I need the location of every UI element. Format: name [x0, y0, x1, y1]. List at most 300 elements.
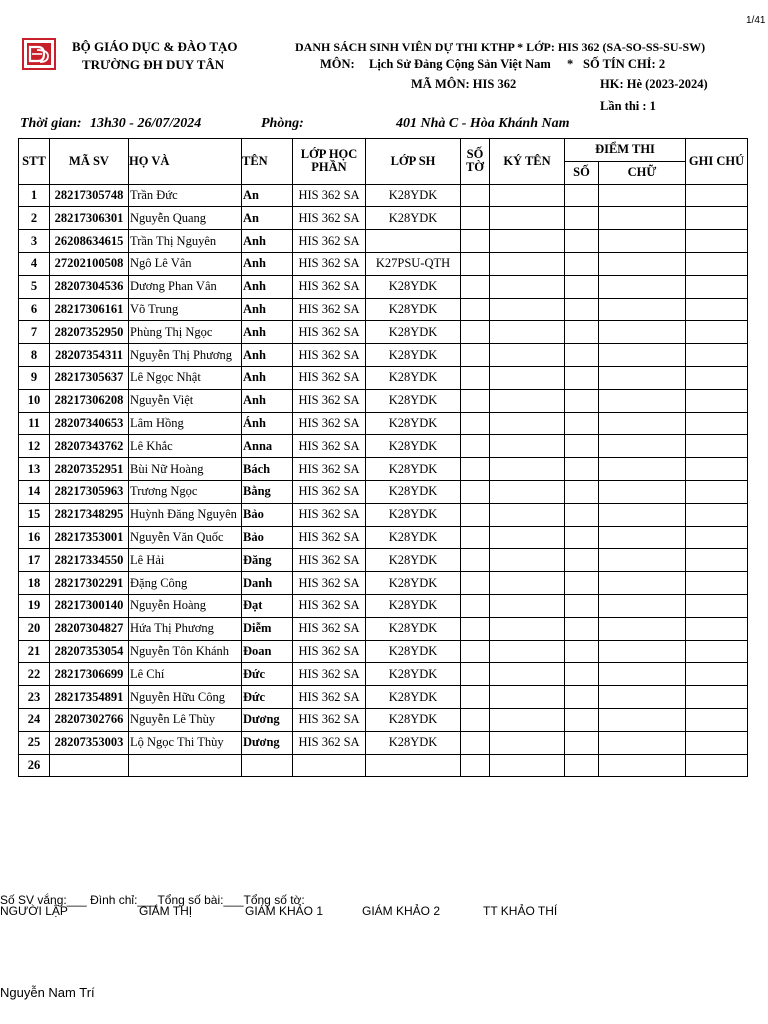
score-number-cell — [565, 344, 599, 367]
score-number-cell — [565, 366, 599, 389]
score-words-cell — [599, 503, 686, 526]
header-last-name: HỌ VÀ — [129, 139, 242, 185]
header-note: GHI CHÚ — [686, 139, 748, 185]
sheet-count-cell — [461, 754, 490, 777]
student-id: 28207352950 — [50, 321, 129, 344]
row-number: 24 — [19, 708, 50, 731]
last-name: Huỳnh Đăng Nguyên — [129, 503, 242, 526]
course-class: HIS 362 SA — [293, 503, 366, 526]
score-words-cell — [599, 686, 686, 709]
course-class: HIS 362 SA — [293, 252, 366, 275]
note-cell — [686, 754, 748, 777]
sheet-count-cell — [461, 366, 490, 389]
signature-cell — [490, 754, 565, 777]
first-name: Anh — [242, 230, 293, 253]
signature-cell — [490, 344, 565, 367]
home-class: K28YDK — [366, 412, 461, 435]
row-number: 19 — [19, 594, 50, 617]
signature-cell — [490, 640, 565, 663]
signature-cell — [490, 503, 565, 526]
home-class: K28YDK — [366, 275, 461, 298]
row-number: 17 — [19, 549, 50, 572]
row-number: 13 — [19, 458, 50, 481]
table-row — [19, 754, 748, 777]
score-number-cell — [565, 412, 599, 435]
note-cell — [686, 480, 748, 503]
score-number-cell — [565, 184, 599, 207]
table-row — [19, 275, 748, 298]
note-cell — [686, 458, 748, 481]
sheet-count-cell — [461, 184, 490, 207]
score-words-cell — [599, 298, 686, 321]
student-id: 28207340653 — [50, 412, 129, 435]
home-class: K27PSU-QTH — [366, 252, 461, 275]
home-class: K28YDK — [366, 594, 461, 617]
note-cell — [686, 549, 748, 572]
row-number: 15 — [19, 503, 50, 526]
course-class: HIS 362 SA — [293, 526, 366, 549]
signature-cell — [490, 298, 565, 321]
sheet-count-cell — [461, 549, 490, 572]
note-cell — [686, 686, 748, 709]
course-class: HIS 362 SA — [293, 298, 366, 321]
first-name: Bằng — [242, 480, 293, 503]
header-home-class: LỚP SH — [366, 139, 461, 185]
signature-cell — [490, 480, 565, 503]
home-class: K28YDK — [366, 298, 461, 321]
home-class: K28YDK — [366, 184, 461, 207]
last-name: Nguyễn Lê Thùy — [129, 708, 242, 731]
table-row — [19, 184, 748, 207]
table-row — [19, 344, 748, 367]
first-name: Bách — [242, 458, 293, 481]
student-id: 28207353003 — [50, 731, 129, 754]
note-cell — [686, 207, 748, 230]
time-value: 13h30 - 26/07/2024 — [90, 116, 202, 131]
score-number-cell — [565, 640, 599, 663]
preparer-name: Nguyễn Nam Trí — [0, 985, 95, 1000]
table-row — [19, 663, 748, 686]
table-row — [19, 503, 748, 526]
header-sheet-count: SỐ TỜ — [461, 139, 490, 185]
school-name: TRƯỜNG ĐH DUY TÂN — [82, 57, 225, 72]
sheet-count-cell — [461, 435, 490, 458]
sheet-count-cell — [461, 594, 490, 617]
sheet-count-cell — [461, 526, 490, 549]
score-number-cell — [565, 731, 599, 754]
first-name: Diễm — [242, 617, 293, 640]
home-class: K28YDK — [366, 663, 461, 686]
row-number: 3 — [19, 230, 50, 253]
last-name: Hứa Thị Phương — [129, 617, 242, 640]
student-id: 28217305748 — [50, 184, 129, 207]
signature-cell — [490, 526, 565, 549]
score-number-cell — [565, 503, 599, 526]
table-row — [19, 526, 748, 549]
course-class: HIS 362 SA — [293, 686, 366, 709]
table-row — [19, 207, 748, 230]
score-words-cell — [599, 344, 686, 367]
table-row — [19, 731, 748, 754]
home-class: K28YDK — [366, 435, 461, 458]
note-cell — [686, 526, 748, 549]
score-number-cell — [565, 435, 599, 458]
note-cell — [686, 344, 748, 367]
course-class: HIS 362 SA — [293, 230, 366, 253]
note-cell — [686, 366, 748, 389]
note-cell — [686, 435, 748, 458]
signature-cell — [490, 663, 565, 686]
row-number: 11 — [19, 412, 50, 435]
row-number: 22 — [19, 663, 50, 686]
row-number: 9 — [19, 366, 50, 389]
student-id: 28217300140 — [50, 594, 129, 617]
first-name: Đức — [242, 686, 293, 709]
score-words-cell — [599, 458, 686, 481]
course-class: HIS 362 SA — [293, 731, 366, 754]
row-number: 7 — [19, 321, 50, 344]
last-name: Phùng Thị Ngọc — [129, 321, 242, 344]
table-row — [19, 640, 748, 663]
first-name: Bảo — [242, 503, 293, 526]
course-class: HIS 362 SA — [293, 663, 366, 686]
first-name: Đăng — [242, 549, 293, 572]
attempt: Lần thi : 1 — [600, 99, 656, 113]
row-number: 2 — [19, 207, 50, 230]
sheet-count-cell — [461, 389, 490, 412]
sheet-count-cell — [461, 458, 490, 481]
university-logo-icon — [22, 38, 56, 70]
sheet-count-cell — [461, 412, 490, 435]
last-name: Nguyễn Văn Quốc — [129, 526, 242, 549]
row-number: 20 — [19, 617, 50, 640]
sheet-count-cell — [461, 298, 490, 321]
table-row — [19, 252, 748, 275]
student-id: 28217305637 — [50, 366, 129, 389]
student-id: 27202100508 — [50, 252, 129, 275]
home-class — [366, 230, 461, 253]
last-name — [129, 754, 242, 777]
first-name — [242, 754, 293, 777]
score-number-cell — [565, 275, 599, 298]
table-row — [19, 366, 748, 389]
course-class: HIS 362 SA — [293, 321, 366, 344]
first-name: Anh — [242, 298, 293, 321]
first-name: Bảo — [242, 526, 293, 549]
score-words-cell — [599, 640, 686, 663]
student-id: 28207343762 — [50, 435, 129, 458]
student-id: 28217354891 — [50, 686, 129, 709]
course-class: HIS 362 SA — [293, 207, 366, 230]
table-row — [19, 480, 748, 503]
home-class: K28YDK — [366, 617, 461, 640]
table-row — [19, 298, 748, 321]
score-number-cell — [565, 754, 599, 777]
note-cell — [686, 275, 748, 298]
score-number-cell — [565, 549, 599, 572]
last-name: Dương Phan Vân — [129, 275, 242, 298]
score-words-cell — [599, 663, 686, 686]
student-id: 28217348295 — [50, 503, 129, 526]
sheet-count-cell — [461, 207, 490, 230]
home-class: K28YDK — [366, 640, 461, 663]
row-number: 1 — [19, 184, 50, 207]
subject-label: MÔN: — [320, 57, 355, 71]
signature-cell — [490, 572, 565, 595]
score-number-cell — [565, 663, 599, 686]
last-name: Nguyễn Tôn Khánh — [129, 640, 242, 663]
signature-cell — [490, 435, 565, 458]
first-name: Ánh — [242, 412, 293, 435]
last-name: Võ Trung — [129, 298, 242, 321]
signature-cell — [490, 731, 565, 754]
sheet-count-cell — [461, 230, 490, 253]
note-cell — [686, 252, 748, 275]
last-name: Nguyễn Việt — [129, 389, 242, 412]
home-class: K28YDK — [366, 458, 461, 481]
table-row — [19, 389, 748, 412]
list-title: DANH SÁCH SINH VIÊN DỰ THI KTHP * LỚP: HIS 362 (SA-SO-SS-SU-SW) — [295, 40, 706, 54]
course-class: HIS 362 SA — [293, 389, 366, 412]
semester: HK: Hè (2023-2024) — [600, 77, 708, 91]
note-cell — [686, 184, 748, 207]
signature-cell — [490, 230, 565, 253]
table-row — [19, 572, 748, 595]
header-score: ĐIỂM THI — [565, 139, 686, 162]
table-row — [19, 708, 748, 731]
row-number: 6 — [19, 298, 50, 321]
last-name: Lộ Ngọc Thi Thùy — [129, 731, 242, 754]
score-number-cell — [565, 207, 599, 230]
student-id: 28217306208 — [50, 389, 129, 412]
table-row — [19, 594, 748, 617]
signature-cell — [490, 412, 565, 435]
first-name: Đức — [242, 663, 293, 686]
header-stt: STT — [19, 139, 50, 185]
note-cell — [686, 663, 748, 686]
last-name: Trần Thị Nguyên — [129, 230, 242, 253]
home-class: K28YDK — [366, 321, 461, 344]
row-number: 5 — [19, 275, 50, 298]
score-words-cell — [599, 572, 686, 595]
home-class: K28YDK — [366, 344, 461, 367]
score-number-cell — [565, 298, 599, 321]
sheet-count-cell — [461, 275, 490, 298]
score-number-cell — [565, 480, 599, 503]
signature-cell — [490, 594, 565, 617]
course-code: MÃ MÔN: HIS 362 — [411, 77, 517, 91]
first-name: Danh — [242, 572, 293, 595]
student-id: 28217334550 — [50, 549, 129, 572]
table-row — [19, 458, 748, 481]
sheet-count-cell — [461, 480, 490, 503]
score-words-cell — [599, 617, 686, 640]
student-id: 28217306301 — [50, 207, 129, 230]
score-words-cell — [599, 230, 686, 253]
home-class: K28YDK — [366, 708, 461, 731]
score-words-cell — [599, 594, 686, 617]
last-name: Lê Ngọc Nhật — [129, 366, 242, 389]
student-id: 28217305963 — [50, 480, 129, 503]
home-class: K28YDK — [366, 389, 461, 412]
note-cell — [686, 412, 748, 435]
score-number-cell — [565, 686, 599, 709]
first-name: Anh — [242, 275, 293, 298]
row-number: 12 — [19, 435, 50, 458]
signature-cell — [490, 708, 565, 731]
note-cell — [686, 230, 748, 253]
signature-cell — [490, 549, 565, 572]
table-row — [19, 321, 748, 344]
row-number: 16 — [19, 526, 50, 549]
score-words-cell — [599, 549, 686, 572]
header-score-words: CHỮ — [599, 161, 686, 184]
course-class: HIS 362 SA — [293, 640, 366, 663]
signature-cell — [490, 686, 565, 709]
note-cell — [686, 389, 748, 412]
signer-examiner-1: GIÁM KHẢO 1 — [245, 904, 324, 918]
note-cell — [686, 298, 748, 321]
table-row — [19, 412, 748, 435]
course-class: HIS 362 SA — [293, 184, 366, 207]
last-name: Nguyễn Hoàng — [129, 594, 242, 617]
row-number: 14 — [19, 480, 50, 503]
signer-examiner-2: GIÁM KHẢO 2 — [362, 904, 441, 918]
note-cell — [686, 503, 748, 526]
row-number: 25 — [19, 731, 50, 754]
last-name: Lâm Hồng — [129, 412, 242, 435]
signer-testing-center: TT KHẢO THÍ — [483, 904, 558, 918]
row-number: 8 — [19, 344, 50, 367]
score-words-cell — [599, 252, 686, 275]
score-number-cell — [565, 230, 599, 253]
first-name: Dương — [242, 731, 293, 754]
sheet-count-cell — [461, 321, 490, 344]
score-number-cell — [565, 708, 599, 731]
student-id: 28217353001 — [50, 526, 129, 549]
table-row — [19, 617, 748, 640]
first-name: Dương — [242, 708, 293, 731]
student-id: 28207352951 — [50, 458, 129, 481]
row-number: 23 — [19, 686, 50, 709]
note-cell — [686, 321, 748, 344]
signature-cell — [490, 207, 565, 230]
course-class: HIS 362 SA — [293, 549, 366, 572]
signature-cell — [490, 321, 565, 344]
first-name: Anh — [242, 321, 293, 344]
first-name: Anh — [242, 389, 293, 412]
course-class: HIS 362 SA — [293, 594, 366, 617]
score-words-cell — [599, 435, 686, 458]
score-words-cell — [599, 275, 686, 298]
signer-preparer: NGƯỜI LẬP — [0, 904, 68, 918]
score-words-cell — [599, 731, 686, 754]
student-id: 28207302766 — [50, 708, 129, 731]
last-name: Lê Hải — [129, 549, 242, 572]
sheet-count-cell — [461, 572, 490, 595]
course-class: HIS 362 SA — [293, 435, 366, 458]
signature-cell — [490, 617, 565, 640]
last-name: Nguyễn Quang — [129, 207, 242, 230]
sheet-count-cell — [461, 503, 490, 526]
course-class: HIS 362 SA — [293, 480, 366, 503]
student-id: 28217306161 — [50, 298, 129, 321]
last-name: Trương Ngọc — [129, 480, 242, 503]
score-words-cell — [599, 366, 686, 389]
score-words-cell — [599, 480, 686, 503]
row-number: 26 — [19, 754, 50, 777]
signature-cell — [490, 458, 565, 481]
student-id: 26208634615 — [50, 230, 129, 253]
note-cell — [686, 594, 748, 617]
signature-cell — [490, 252, 565, 275]
score-words-cell — [599, 708, 686, 731]
header-first-name: TÊN — [242, 139, 293, 185]
last-name: Nguyễn Hữu Công — [129, 686, 242, 709]
student-id — [50, 754, 129, 777]
student-list-table — [18, 138, 748, 777]
last-name: Trần Đức — [129, 184, 242, 207]
note-cell — [686, 708, 748, 731]
subject-separator: * — [567, 57, 574, 71]
sheet-count-cell — [461, 686, 490, 709]
note-cell — [686, 731, 748, 754]
sheet-count-cell — [461, 708, 490, 731]
home-class: K28YDK — [366, 549, 461, 572]
signature-cell — [490, 184, 565, 207]
sheet-count-cell — [461, 640, 490, 663]
home-class: K28YDK — [366, 207, 461, 230]
row-number: 4 — [19, 252, 50, 275]
student-id: 28217306699 — [50, 663, 129, 686]
first-name: An — [242, 184, 293, 207]
score-words-cell — [599, 526, 686, 549]
last-name: Nguyễn Thị Phương — [129, 344, 242, 367]
table-row — [19, 686, 748, 709]
row-number: 18 — [19, 572, 50, 595]
header-signature: KÝ TÊN — [490, 139, 565, 185]
score-words-cell — [599, 754, 686, 777]
signer-proctor: GIÁM THỊ — [139, 904, 193, 918]
score-number-cell — [565, 526, 599, 549]
first-name: An — [242, 207, 293, 230]
last-name: Ngô Lê Vân — [129, 252, 242, 275]
table-row — [19, 230, 748, 253]
sheet-count-cell — [461, 663, 490, 686]
row-number: 21 — [19, 640, 50, 663]
score-words-cell — [599, 389, 686, 412]
home-class: K28YDK — [366, 686, 461, 709]
course-class: HIS 362 SA — [293, 617, 366, 640]
room-value: 401 Nhà C - Hòa Khánh Nam — [396, 116, 570, 131]
table-row — [19, 435, 748, 458]
home-class: K28YDK — [366, 731, 461, 754]
header-student-id: MÃ SV — [50, 139, 129, 185]
first-name: Anna — [242, 435, 293, 458]
last-name: Đặng Công — [129, 572, 242, 595]
sheet-count-cell — [461, 731, 490, 754]
score-words-cell — [599, 321, 686, 344]
first-name: Anh — [242, 366, 293, 389]
student-id: 28217302291 — [50, 572, 129, 595]
course-class: HIS 362 SA — [293, 572, 366, 595]
course-class: HIS 362 SA — [293, 275, 366, 298]
subject-name: Lịch Sử Đảng Cộng Sản Việt Nam — [369, 57, 551, 71]
note-cell — [686, 640, 748, 663]
note-cell — [686, 617, 748, 640]
course-class: HIS 362 SA — [293, 458, 366, 481]
student-id: 28207304827 — [50, 617, 129, 640]
